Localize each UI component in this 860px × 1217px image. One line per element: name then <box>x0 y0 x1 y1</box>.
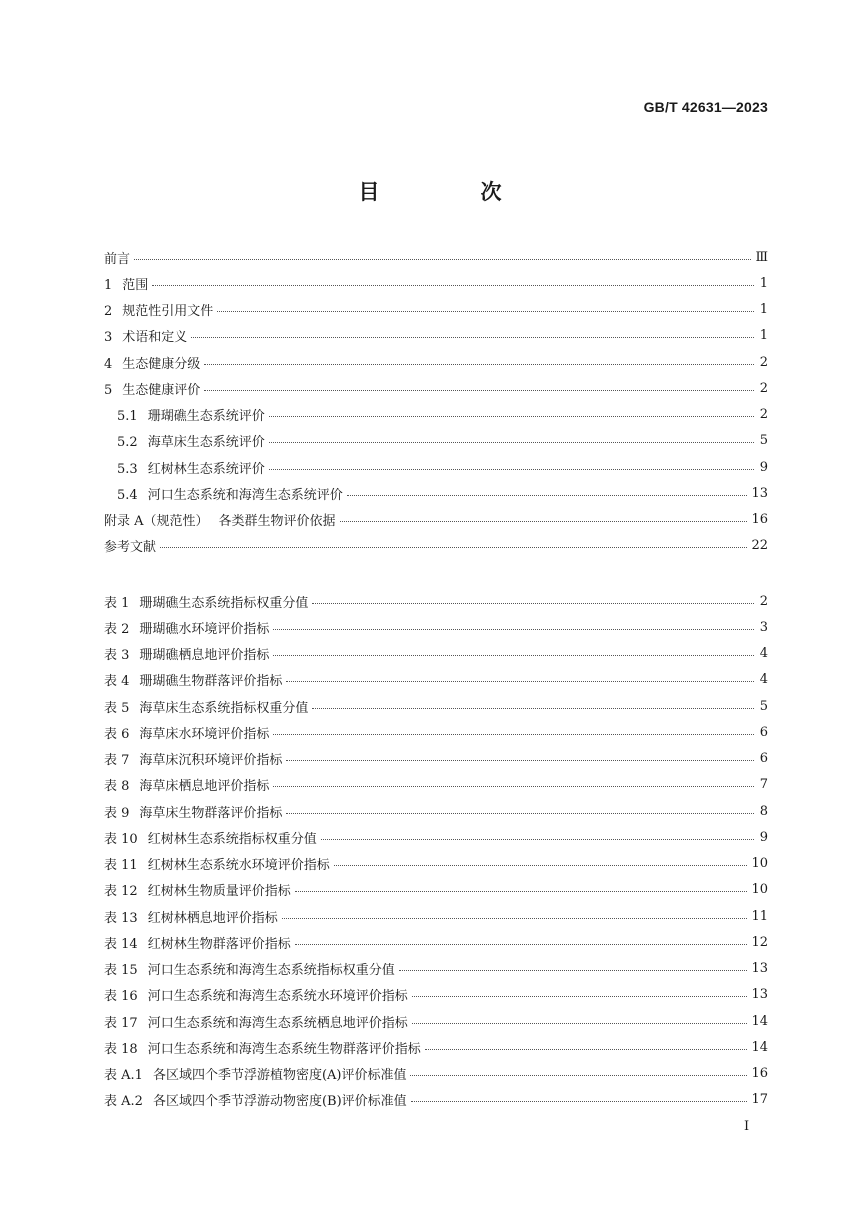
table-entry-number: 表 7 <box>104 753 130 769</box>
toc-entry-page: 2 <box>759 407 768 423</box>
table-entry[interactable] <box>104 693 768 719</box>
toc-entry[interactable] <box>104 270 768 296</box>
dot-leader <box>286 799 754 814</box>
table-entry-text: 河口生态系统和海湾生态系统指标权重分值 <box>147 963 395 979</box>
table-entry-label <box>104 985 408 1004</box>
dot-leader <box>321 825 754 840</box>
table-entry-text: 海草床沉积环境评价指标 <box>139 753 283 769</box>
table-entry-label <box>104 854 330 873</box>
table-entry[interactable] <box>104 1008 768 1034</box>
toc-entry-label <box>104 536 156 555</box>
toc-entry-number: 5.1 <box>117 409 138 425</box>
table-entry-page: 16 <box>751 1066 768 1082</box>
table-entry[interactable] <box>104 824 768 850</box>
table-entry-label <box>104 1012 408 1031</box>
toc-entry-page: 9 <box>759 459 768 475</box>
toc-entry-label <box>104 326 187 345</box>
table-entry-number: 表 12 <box>104 884 138 900</box>
toc-entry-label <box>117 484 343 503</box>
table-entry[interactable] <box>104 903 768 929</box>
table-entry-text: 海草床生态系统指标权重分值 <box>139 700 309 716</box>
toc-entry[interactable] <box>104 323 768 349</box>
toc-entry-page: 16 <box>751 512 768 528</box>
table-entry-label <box>104 880 291 899</box>
toc-entry-label <box>117 431 265 450</box>
toc-entry[interactable] <box>104 507 768 533</box>
table-entry-label <box>104 933 291 952</box>
table-entry-number: 表 18 <box>104 1041 138 1057</box>
toc-entry-text: 红树林生态系统评价 <box>147 461 265 477</box>
table-entry-page: 6 <box>759 724 768 740</box>
toc-entry-number: 2 <box>104 304 113 320</box>
table-entry[interactable] <box>104 929 768 955</box>
table-entry-label <box>104 723 269 742</box>
toc-entry[interactable] <box>104 349 768 375</box>
table-entry-label <box>104 1090 407 1109</box>
table-entry-number: 表 16 <box>104 989 138 1005</box>
toc-entry-text: 海草床生态系统评价 <box>147 435 265 451</box>
dot-leader <box>269 402 754 417</box>
dot-leader <box>399 956 748 971</box>
dot-leader <box>340 507 748 522</box>
toc-entry-label <box>104 248 130 267</box>
toc-entry-page: 22 <box>751 538 768 554</box>
table-entry-page: 7 <box>759 777 768 793</box>
dot-leader <box>334 851 748 866</box>
toc-entry-text: 参考文献 <box>104 540 157 556</box>
toc-entry[interactable] <box>104 480 768 506</box>
dot-leader <box>204 376 754 391</box>
toc-list <box>104 244 768 559</box>
table-entry-page: 9 <box>759 829 768 845</box>
dot-leader <box>273 615 754 630</box>
toc-entry-page: 2 <box>759 354 768 370</box>
table-entry-text: 海草床水环境评价指标 <box>139 726 270 742</box>
table-entry[interactable] <box>104 667 768 693</box>
dot-leader <box>295 930 748 945</box>
table-entry-number: 表 10 <box>104 831 138 847</box>
dot-leader <box>312 694 754 709</box>
dot-leader <box>273 720 754 735</box>
table-entry-label <box>104 697 308 716</box>
table-entry-text: 红树林生物群落评价指标 <box>147 936 291 952</box>
table-entry-label <box>104 907 278 926</box>
toc-entry-text: 生态健康分级 <box>122 356 201 372</box>
table-entry-number: 表 13 <box>104 910 138 926</box>
table-entry[interactable] <box>104 772 768 798</box>
dot-leader <box>160 533 747 548</box>
table-entry-page: 14 <box>751 1013 768 1029</box>
table-entry-text: 海草床栖息地评价指标 <box>139 779 270 795</box>
page-folio: I <box>744 1119 750 1134</box>
table-entry-number: 表 1 <box>104 595 130 611</box>
toc-entry-text: 珊瑚礁生态系统评价 <box>147 409 265 425</box>
table-entry-label <box>104 670 282 689</box>
dot-leader <box>273 772 754 787</box>
standard-code: GB/T 42631—2023 <box>643 99 768 115</box>
toc-entry[interactable] <box>104 375 768 401</box>
table-entry-text: 海草床生物群落评价指标 <box>139 805 283 821</box>
table-entry-page: 10 <box>751 856 768 872</box>
table-entry-label <box>104 1064 406 1083</box>
table-entry[interactable] <box>104 982 768 1008</box>
toc-entry[interactable] <box>104 244 768 270</box>
table-entry[interactable] <box>104 588 768 614</box>
table-entry-text: 各区域四个季节浮游动物密度(B)评价标准值 <box>152 1094 407 1110</box>
dot-leader <box>134 245 751 260</box>
table-entry-label <box>104 959 395 978</box>
table-entry-text: 珊瑚礁生态系统指标权重分值 <box>139 595 309 611</box>
toc-entry-label <box>117 405 265 424</box>
dot-leader <box>152 271 754 286</box>
table-entry-page: 13 <box>751 961 768 977</box>
toc-entry-number: 5.2 <box>117 435 138 451</box>
table-entry-text: 珊瑚礁栖息地评价指标 <box>139 648 270 664</box>
table-entry-number: 表 14 <box>104 936 138 952</box>
toc-entry-label <box>104 353 200 372</box>
toc-entry-page: 1 <box>759 275 768 291</box>
table-entry-text: 红树林生态系统水环境评价指标 <box>147 858 330 874</box>
toc-entry[interactable] <box>104 402 768 428</box>
table-entry-page: 11 <box>751 908 768 924</box>
table-entry-label <box>104 1038 421 1057</box>
toc-entry-label <box>104 300 213 319</box>
dot-leader <box>273 641 754 656</box>
table-entry-text: 河口生态系统和海湾生态系统生物群落评价指标 <box>147 1041 421 1057</box>
table-entry-label <box>104 775 269 794</box>
toc-entry-number: 1 <box>104 277 113 293</box>
table-entry-page: 10 <box>751 882 768 898</box>
table-entry-number: 表 15 <box>104 963 138 979</box>
table-entry-label <box>104 644 269 663</box>
table-entry-page: 5 <box>759 698 768 714</box>
table-entry[interactable] <box>104 1087 768 1113</box>
table-entry-text: 珊瑚礁水环境评价指标 <box>139 621 270 637</box>
toc-entry-number: 5 <box>104 382 113 398</box>
table-entry-label <box>104 618 269 637</box>
table-entry[interactable] <box>104 798 768 824</box>
toc-entry-page: Ⅲ <box>755 249 768 265</box>
toc-entry[interactable] <box>104 297 768 323</box>
dot-leader <box>411 1087 748 1102</box>
toc-entry-page: 1 <box>759 302 768 318</box>
toc-entry-number: 5.4 <box>117 487 138 503</box>
table-entry-page: 6 <box>759 751 768 767</box>
toc-entry-label <box>117 458 265 477</box>
table-entry-page: 13 <box>751 987 768 1003</box>
dot-leader <box>295 877 748 892</box>
dot-leader <box>412 1009 748 1024</box>
toc-entry-number: 附录 A（规范性） <box>104 514 209 530</box>
table-entry[interactable] <box>104 641 768 667</box>
table-entry-page: 17 <box>751 1092 768 1108</box>
table-entry[interactable] <box>104 1061 768 1087</box>
toc-entry-label <box>104 379 200 398</box>
table-entry-text: 红树林生物质量评价指标 <box>147 884 291 900</box>
dot-leader <box>217 297 754 312</box>
dot-leader <box>312 589 754 604</box>
toc-entry-page: 13 <box>751 485 768 501</box>
toc-entry-text: 各类群生物评价依据 <box>218 514 336 530</box>
table-entry[interactable] <box>104 956 768 982</box>
table-entry-number: 表 3 <box>104 648 130 664</box>
table-entry-label <box>104 828 317 847</box>
table-entry[interactable] <box>104 614 768 640</box>
table-entry[interactable] <box>104 851 768 877</box>
table-list <box>104 588 768 1113</box>
table-entry-number: 表 17 <box>104 1015 138 1031</box>
table-entry-page: 4 <box>759 646 768 662</box>
toc-entry-text: 生态健康评价 <box>122 382 201 398</box>
table-entry-label <box>104 802 282 821</box>
toc-entry-label <box>104 510 336 529</box>
table-entry-number: 表 2 <box>104 621 130 637</box>
toc-entry-text: 前言 <box>104 251 131 267</box>
dot-leader <box>191 323 754 338</box>
table-entry-text: 河口生态系统和海湾生态系统栖息地评价指标 <box>147 1015 408 1031</box>
table-entry-text: 红树林生态系统指标权重分值 <box>147 831 317 847</box>
table-entry-number: 表 A.1 <box>104 1068 143 1084</box>
toc-entry-number: 3 <box>104 330 113 346</box>
dot-leader <box>286 746 754 761</box>
table-entry-page: 14 <box>751 1039 768 1055</box>
toc-entry-text: 术语和定义 <box>122 330 188 346</box>
table-entry[interactable] <box>104 746 768 772</box>
dot-leader <box>425 1035 748 1050</box>
table-entry-page: 2 <box>759 593 768 609</box>
table-entry-number: 表 5 <box>104 700 130 716</box>
table-entry[interactable] <box>104 877 768 903</box>
toc-entry-label <box>104 274 148 293</box>
table-entry-number: 表 8 <box>104 779 130 795</box>
page-title: 目 次 <box>358 179 542 204</box>
toc-entry-text: 河口生态系统和海湾生态系统评价 <box>147 487 343 503</box>
dot-leader <box>286 667 754 682</box>
dot-leader <box>269 455 754 470</box>
table-entry-label <box>104 749 282 768</box>
table-entry-number: 表 6 <box>104 726 130 742</box>
table-entry-page: 3 <box>759 619 768 635</box>
table-entry-label <box>104 592 308 611</box>
table-entry-text: 红树林栖息地评价指标 <box>147 910 278 926</box>
table-entry-page: 8 <box>759 803 768 819</box>
dot-leader <box>204 350 754 365</box>
table-entry-number: 表 9 <box>104 805 130 821</box>
toc-entry-page: 1 <box>759 328 768 344</box>
toc-entry-text: 规范性引用文件 <box>122 304 214 320</box>
table-entry-page: 12 <box>751 934 768 950</box>
dot-leader <box>412 982 748 997</box>
toc-entry[interactable] <box>104 428 768 454</box>
table-entry-text: 各区域四个季节浮游植物密度(A)评价标准值 <box>152 1068 407 1084</box>
table-entry-number: 表 4 <box>104 674 130 690</box>
dot-leader <box>410 1061 747 1076</box>
table-entry-page: 4 <box>759 672 768 688</box>
dot-leader <box>282 904 748 919</box>
table-entry-number: 表 A.2 <box>104 1094 143 1110</box>
toc-entry-page: 2 <box>759 380 768 396</box>
toc-entry[interactable] <box>104 454 768 480</box>
toc-entry-text: 范围 <box>122 277 149 293</box>
table-entry-text: 珊瑚礁生物群落评价指标 <box>139 674 283 690</box>
table-entry-text: 河口生态系统和海湾生态系统水环境评价指标 <box>147 989 408 1005</box>
table-entry[interactable] <box>104 1034 768 1060</box>
table-entry[interactable] <box>104 719 768 745</box>
dot-leader <box>347 481 748 496</box>
dot-leader <box>269 428 754 443</box>
table-entry-number: 表 11 <box>104 858 138 874</box>
toc-entry-number: 5.3 <box>117 461 138 477</box>
toc-entry-number: 4 <box>104 356 113 372</box>
toc-entry[interactable] <box>104 533 768 559</box>
toc-entry-page: 5 <box>759 433 768 449</box>
